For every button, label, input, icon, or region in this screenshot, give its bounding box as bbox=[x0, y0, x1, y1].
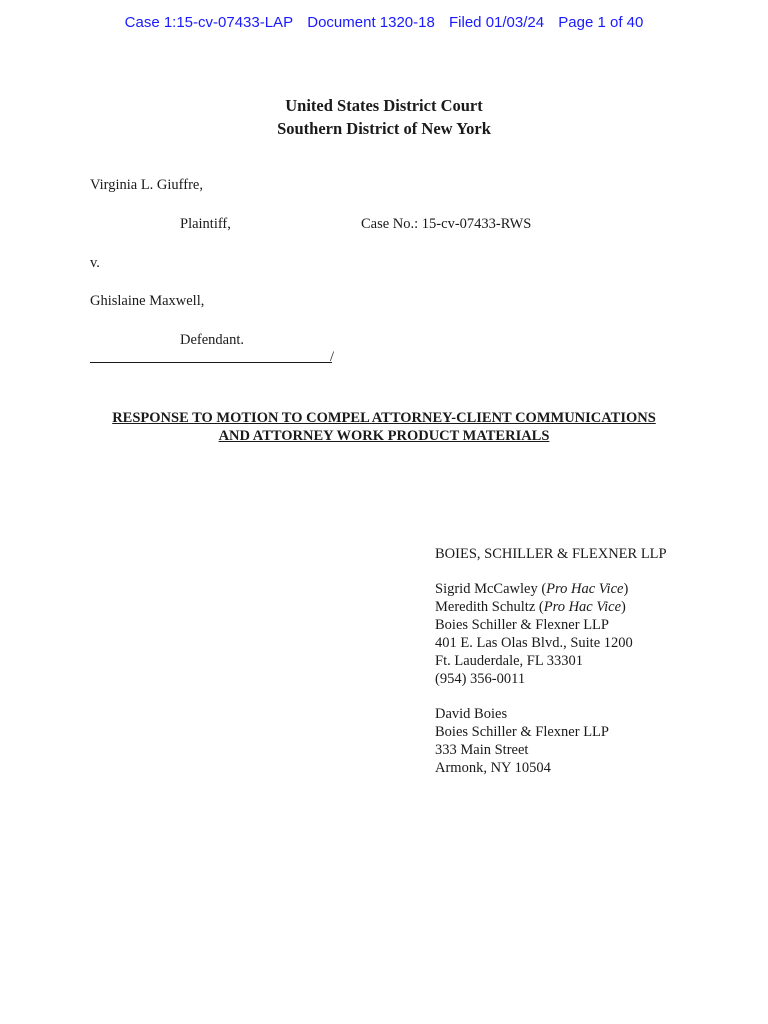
defendant-name: Ghislaine Maxwell, bbox=[90, 293, 205, 309]
caption-rule bbox=[90, 362, 332, 363]
versus: v. bbox=[90, 255, 100, 271]
office-1-firm: Boies Schiller & Flexner LLP bbox=[435, 617, 609, 633]
attorney-david-boies: David Boies bbox=[435, 706, 508, 722]
counsel-block-1 bbox=[435, 580, 633, 688]
attorney-meredith-schultz: Meredith Schultz (Pro Hac Vice) bbox=[435, 599, 626, 615]
document-number-stamp: Document 1320-18 bbox=[307, 14, 435, 31]
caption-slash: / bbox=[330, 349, 335, 365]
office-1-street: 401 E. Las Olas Blvd., Suite 1200 bbox=[435, 635, 633, 651]
motion-title-line-1: RESPONSE TO MOTION TO COMPEL ATTORNEY-CLIENT COMMUNICATIONS bbox=[112, 410, 656, 426]
pro-hac-vice-note: Pro Hac Vice bbox=[546, 581, 624, 597]
office-1-phone: (954) 356-0011 bbox=[435, 671, 526, 687]
attorney-sigrid-mccawley: Sigrid McCawley (Pro Hac Vice) bbox=[435, 581, 629, 597]
plaintiff-name: Virginia L. Giuffre, bbox=[90, 177, 203, 193]
case-number: Case No.: 15-cv-07433-RWS bbox=[361, 216, 532, 232]
court-heading bbox=[0, 94, 768, 140]
motion-title-line-2: AND ATTORNEY WORK PRODUCT MATERIALS bbox=[218, 428, 550, 444]
office-2-city: Armonk, NY 10504 bbox=[435, 760, 551, 776]
case-number-stamp: Case 1:15-cv-07433-LAP bbox=[124, 14, 294, 31]
page-count-stamp: Page 1 of 40 bbox=[558, 14, 644, 31]
defendant-role: Defendant. bbox=[180, 332, 245, 348]
office-1-city: Ft. Lauderdale, FL 33301 bbox=[435, 653, 584, 669]
court-name: United States District Court bbox=[285, 96, 483, 115]
pro-hac-vice-note: Pro Hac Vice bbox=[543, 599, 622, 615]
counsel-block-2 bbox=[435, 705, 609, 777]
firm-name: BOIES, SCHILLER & FLEXNER LLP bbox=[435, 546, 667, 562]
filing-stamp bbox=[0, 14, 768, 31]
plaintiff-role: Plaintiff, bbox=[180, 216, 231, 232]
office-2-street: 333 Main Street bbox=[435, 742, 529, 758]
filed-date-stamp: Filed 01/03/24 bbox=[449, 14, 545, 31]
office-2-firm: Boies Schiller & Flexner LLP bbox=[435, 724, 609, 740]
court-district: Southern District of New York bbox=[277, 119, 491, 138]
motion-title bbox=[60, 409, 708, 445]
